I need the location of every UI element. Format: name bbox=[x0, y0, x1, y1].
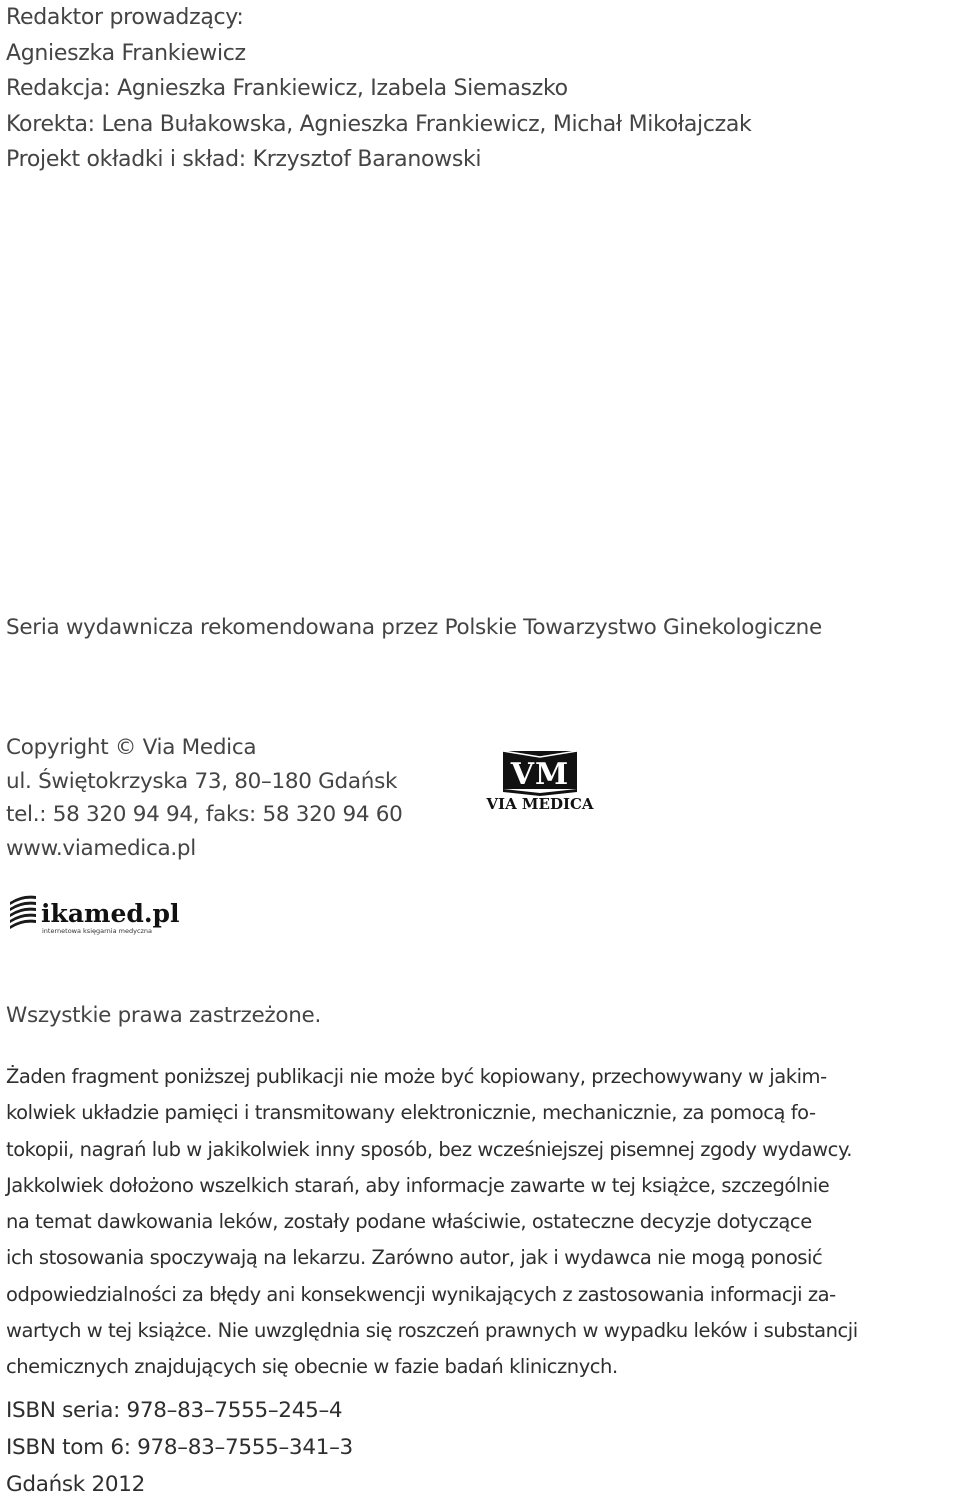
legal-notice bbox=[6, 1059, 954, 1386]
editor-name: Agnieszka Frankiewicz bbox=[6, 40, 246, 66]
design-credit: Projekt okładki i skład: Krzysztof Baranowski bbox=[6, 147, 482, 172]
address-line: ul. Świętokrzyska 73, 80–180 Gdańsk bbox=[6, 768, 398, 794]
proofreading-credit: Korekta: Lena Bułakowska, Agnieszka Frankiewicz, Michał Mikołajczak bbox=[6, 111, 752, 137]
credits-block bbox=[6, 0, 752, 178]
via-medica-logo bbox=[471, 748, 609, 812]
vm-monogram: VM bbox=[510, 757, 570, 792]
notice-line: Jakkolwiek dołożono wszelkich starań, aby informacje zawarte w tej książce, szczególnie bbox=[6, 1173, 830, 1197]
contact-block bbox=[6, 731, 403, 865]
notice-line: ich stosowania spoczywają na lekarzu. Zarówno autor, jak i wydawca nie mogą ponosić bbox=[6, 1246, 823, 1270]
notice-line: odpowiedzialności za błędy ani konsekwencji wynikających z zastosowania informacji za- bbox=[6, 1282, 836, 1306]
notice-line: chemicznych znajdujących się obecnie w fazie badań klinicznych. bbox=[6, 1355, 618, 1379]
isbn-block bbox=[6, 1392, 353, 1503]
editor-label: Redaktor prowadzący: bbox=[6, 5, 244, 30]
notice-line: kolwiek układzie pamięci i transmitowany elektronicznie, mechanicznie, za pomocą fo- bbox=[6, 1101, 816, 1125]
editing-credit: Redakcja: Agnieszka Frankiewicz, Izabela Siemaszko bbox=[6, 76, 568, 101]
isbn-series: ISBN seria: 978–83–7555–245–4 bbox=[6, 1398, 343, 1423]
website-line: www.viamedica.pl bbox=[6, 835, 196, 861]
rights-statement: Wszystkie prawa zastrzeżone. bbox=[6, 1003, 322, 1028]
phone-line: tel.: 58 320 94 94, faks: 58 320 94 60 bbox=[6, 802, 403, 827]
isbn-volume: ISBN tom 6: 978–83–7555–341–3 bbox=[6, 1435, 353, 1460]
ikamed-wordmark: ikamed.pl bbox=[41, 899, 180, 928]
via-medica-wordmark: VIA MEDICA bbox=[486, 795, 594, 813]
copyright-line: Copyright © Via Medica bbox=[6, 735, 257, 760]
series-note: Seria wydawnicza rekomendowana przez Polskie Towarzystwo Ginekologiczne bbox=[6, 615, 822, 640]
ikamed-tagline: internetowa księgarnia medyczna bbox=[42, 927, 153, 935]
notice-line: wartych w tej książce. Nie uwzględnia się roszczeń prawnych w wypadku leków i substancji bbox=[6, 1319, 858, 1343]
notice-line: tokopii, nagrań lub w jakikolwiek inny sposób, bez wcześniejszej pisemnej zgody wydawcy. bbox=[6, 1137, 853, 1161]
place-year: Gdańsk 2012 bbox=[6, 1472, 146, 1497]
notice-line: na temat dawkowania leków, zostały podane właściwie, ostateczne decyzje dotyczące bbox=[6, 1210, 812, 1234]
ikamed-logo bbox=[8, 888, 180, 938]
notice-line: Żaden fragment poniższej publikacji nie może być kopiowany, przechowywany w jakim- bbox=[6, 1065, 827, 1088]
